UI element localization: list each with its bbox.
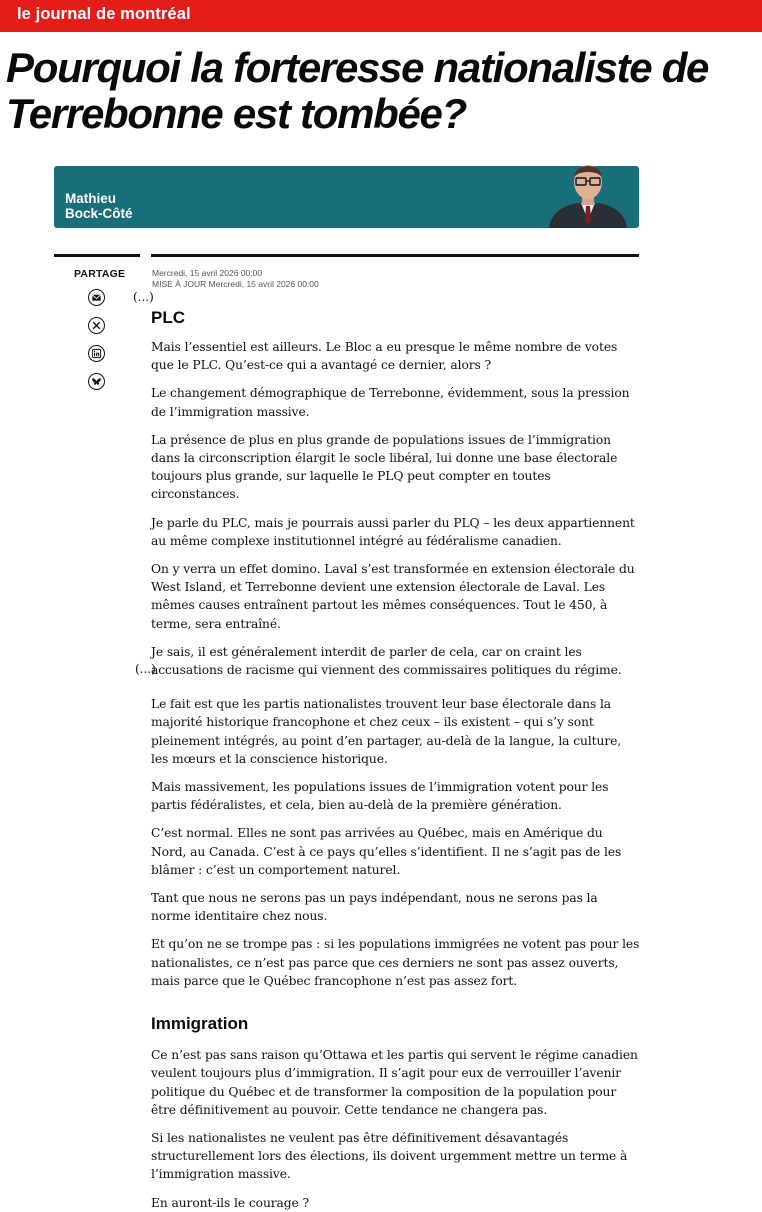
section-heading: PLC xyxy=(151,308,185,327)
x-share-button[interactable] xyxy=(88,317,105,334)
updated-date: MISE À JOUR Mercredi, 15 avril 2026 00:00 xyxy=(152,279,319,289)
paragraph: Mais l’essentiel est ailleurs. Le Bloc a eu presque le même nombre de votes que le PLC. Qu’est-ce qui a avantagé ce dernier, alors ? xyxy=(151,340,618,373)
bluesky-share-button[interactable] xyxy=(88,373,105,390)
top-bar xyxy=(0,0,762,32)
ellipsis-marker: (...) xyxy=(133,290,154,304)
article-body xyxy=(151,307,641,1212)
author-last-name: Bock-Côté xyxy=(65,206,133,221)
paragraph: Tant que nous ne serons pas un pays indépendant, nous ne serons pas la norme identitaire chez nous. xyxy=(151,891,598,924)
paragraph: Ce n’est pas sans raison qu’Ottawa et les partis qui servent le régime canadien veulent toujours plus d’immigration. Il s’agit pour eux de verrouiller l’avenir politique du Québec et de transformer la composition de la population pour être définitivement au pouvoir. Cette tendance ne changera pas. xyxy=(151,1048,638,1117)
paragraph: Et qu’on ne se trompe pas : si les populations immigrées ne votent pas pour les nationalistes, ce n’est pas parce que ces derniers ne sont pas assez ouverts, mais parce que le Québec francophone n’est pas assez fort. xyxy=(151,937,640,988)
paragraph: Je sais, il est généralement interdit de parler de cela, car on craint les accusations de racisme qui viennent des commissaires politiques du régime. xyxy=(151,644,622,678)
share-label: PARTAGE xyxy=(74,268,126,280)
paragraph: Je parle du PLC, mais je pourrais aussi parler du PLQ – les deux appartiennent au même complexe institutionnel intégré au fédéralisme canadien. xyxy=(151,515,635,548)
author-name[interactable] xyxy=(65,191,133,221)
paragraph: Le fait est que les partis nationalistes trouvent leur base électorale dans la majorité historique francophone et chez ceux – ils existent – qui s’y sont pleinement intégrés, au point d’en partager, au-delà de la langue, la culture, les mœurs et la conscience historique. xyxy=(151,697,622,766)
x-icon xyxy=(91,320,102,331)
author-first-name: Mathieu xyxy=(65,191,117,206)
author-photo xyxy=(545,156,631,228)
paragraph: Mais massivement, les populations issues de l’immigration votent pour les partis fédéralistes, et cela, bien au-delà de la première génération. xyxy=(151,780,609,813)
section-heading: Immigration xyxy=(151,1014,249,1034)
article-rule xyxy=(151,254,639,257)
email-share-button[interactable] xyxy=(88,289,105,306)
paragraph: On y verra un effet domino. Laval s’est transformée en extension électorale du West Island, et Terrebonne devient une extension électorale de Laval. Les mêmes causes entraînent partout les mêmes conséquences. Tout le 450, à terme, sera entraîné. xyxy=(151,562,635,631)
email-icon xyxy=(91,292,102,303)
author-banner[interactable] xyxy=(54,166,639,228)
linkedin-share-button[interactable] xyxy=(88,345,105,362)
published-date: Mercredi, 15 avril 2026 00:00 xyxy=(152,268,263,278)
paragraph: La présence de plus en plus grande de populations issues de l’immigration dans la circonscription élargit le socle libéral, lui donne une base électorale toujours plus grande, sur laquelle le PLQ peut compter en toutes circonstances. xyxy=(151,432,618,502)
paragraph: Le changement démographique de Terrebonne, évidemment, sous la pression de l’immigration massive. xyxy=(151,386,630,419)
linkedin-icon xyxy=(91,348,102,359)
paragraph: En auront-ils le courage ? xyxy=(151,1195,310,1210)
paragraph: Si les nationalistes ne veulent pas être définitivement désavantagés structurellement lors des élections, ils doivent urgemment mettre un terme à l’immigration massive. xyxy=(151,1130,628,1182)
paragraph: C’est normal. Elles ne sont pas arrivées au Québec, mais en Amérique du Nord, au Canada. C’est à ce pays qu’elles s’identifient. Il ne s’agit pas de les blâmer : c’est un comportement naturel. xyxy=(151,826,622,877)
share-rule xyxy=(54,254,140,257)
bluesky-icon xyxy=(91,376,102,387)
article-dates xyxy=(152,268,319,290)
brand-logo[interactable]: le journal de montréal xyxy=(17,5,191,23)
page-title: Pourquoi la forteresse nationaliste de Terrebonne est tombée? xyxy=(6,44,709,137)
ellipsis-marker: (...) xyxy=(135,662,156,676)
